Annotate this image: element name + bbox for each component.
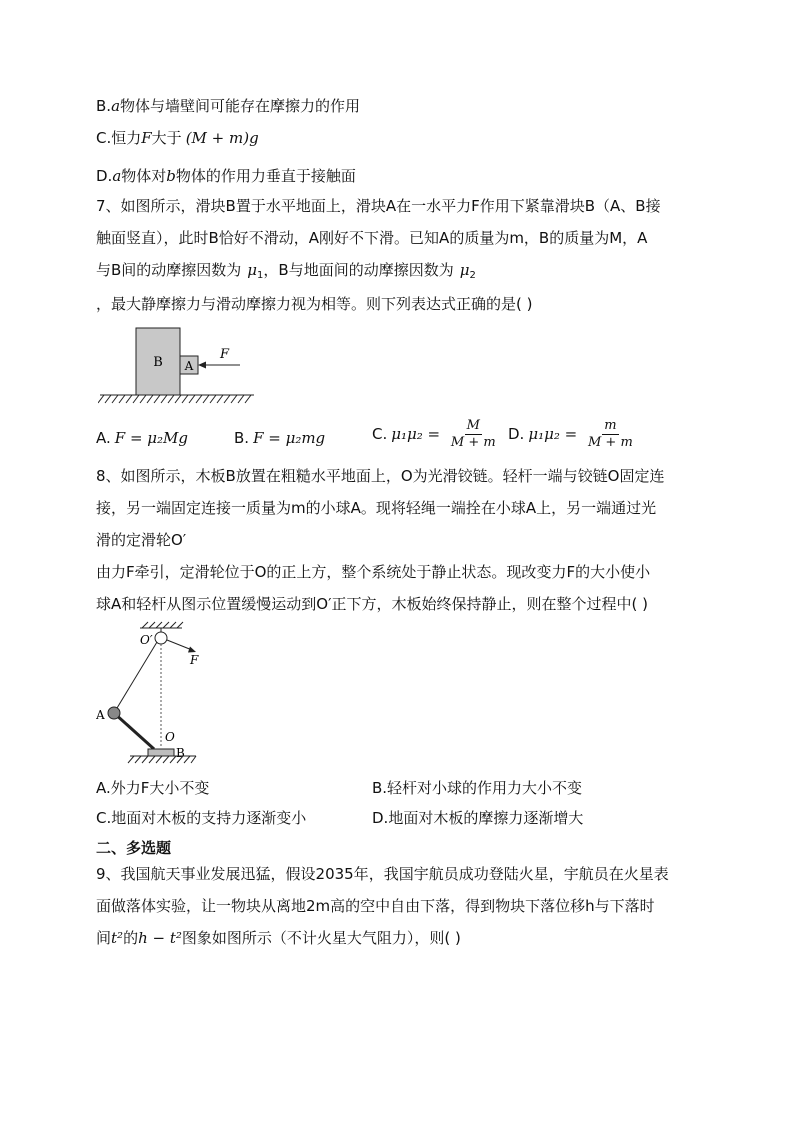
q8-ceiling-hatch <box>140 622 183 628</box>
q7-option-d-fraction: $\frac{m}{M + m}$ <box>587 418 633 450</box>
q8-stem-line2: 接，另一端固定连接一质量为m的小球A。现将轻绳一端拴在小球A上，另一端通过光 <box>96 499 657 517</box>
q7-stem-line3: 与B间的动摩擦因数为 $\mu_1$，B与地面间的动摩擦因数为 $\mu_2$ <box>96 261 476 281</box>
q8-stem-line5: 球A和轻杆从图示位置缓慢运动到O′正下方，木板始终保持静止，则在整个过程中( ) <box>96 595 648 613</box>
q8-stem-line4: 由力F牵引，定滑轮位于O的正上方，整个系统处于静止状态。现改变力F的大小使小 <box>96 563 651 581</box>
q7-stem-line4: ，最大静摩擦力与滑动摩擦力视为相等。则下列表达式正确的是( ) <box>96 295 533 313</box>
q7-stem-line2: 触面竖直），此时B恰好不滑动，A刚好不下滑。已知A的质量为m，B的质量为M，A <box>96 229 648 247</box>
q8-force-arrow <box>167 640 192 650</box>
q7-block-a-label: A <box>184 359 194 373</box>
q8-option-c: C.地面对木板的支持力逐渐变小 <box>96 809 307 827</box>
q9-stem-line1: 9、我国航天事业发展迅猛，假设2035年，我国宇航员成功登陆火星，宇航员在火星表 <box>96 865 669 883</box>
q7-force-label: F <box>220 347 230 362</box>
q7-stem-line1: 7、如图所示，滑块B置于水平地面上，滑块A在一水平力F作用下紧靠滑块B（A、B接 <box>96 197 661 215</box>
section-heading: 二、多选题 <box>96 839 172 857</box>
q6-option-d: D.a物体对b物体的作用力垂直于接触面 <box>96 167 356 185</box>
q8-option-b: B.轻杆对小球的作用力大小不变 <box>372 779 583 797</box>
q8-ground-hatch <box>128 756 196 763</box>
q8-ball <box>108 707 120 719</box>
q7-force-arrowhead <box>198 362 206 369</box>
q8-force-label: F <box>190 653 199 667</box>
q8-figure <box>96 620 226 768</box>
q8-force-arrowhead <box>188 647 196 653</box>
q7-figure <box>98 322 258 408</box>
q7-option-c-fraction: $\frac{M}{M + m}$ <box>450 418 496 450</box>
q8-option-a: A.外力F大小不变 <box>96 779 210 797</box>
q8-stem-line3: 滑的定滑轮O′ <box>96 531 187 549</box>
q9-stem-line2: 面做落体实验，让一物块从离地2m高的空中自由下落，得到物块下落位移h与下落时 <box>96 897 655 915</box>
q8-ball-label: A <box>96 708 105 722</box>
q8-rod <box>114 713 154 749</box>
q7-ground-hatch <box>98 395 254 403</box>
q9-stem-line3: 间t²的h − t²图象如图所示（不计火星大气阻力），则( ) <box>96 929 461 947</box>
q6-option-c: C.恒力F大于 (M + m)g <box>96 129 259 147</box>
q8-board <box>148 749 174 756</box>
q7-option-a: A. F = μ₂Mg <box>96 429 189 447</box>
q7-option-d: D. μ₁μ₂ = $\frac{m}{M + m}$ <box>508 418 633 450</box>
q7-block-b-label: B <box>153 355 163 370</box>
q6-option-b: B.a物体与墙壁间可能存在摩擦力的作用 <box>96 97 361 115</box>
q7-option-c: C. μ₁μ₂ = $\frac{M}{M + m}$ <box>372 418 496 450</box>
q8-board-label: B <box>176 746 185 760</box>
q8-hinge-label: O <box>165 730 175 744</box>
q8-stem-line1: 8、如图所示，木板B放置在粗糙水平地面上，O为光滑铰链。轻杆一端与铰链O固定连 <box>96 467 665 485</box>
q8-option-d: D.地面对木板的摩擦力逐渐增大 <box>372 809 584 827</box>
q7-option-b: B. F = μ₂mg <box>234 429 326 447</box>
q8-rope <box>114 642 157 713</box>
q8-pulley-label: O′ <box>140 633 153 647</box>
